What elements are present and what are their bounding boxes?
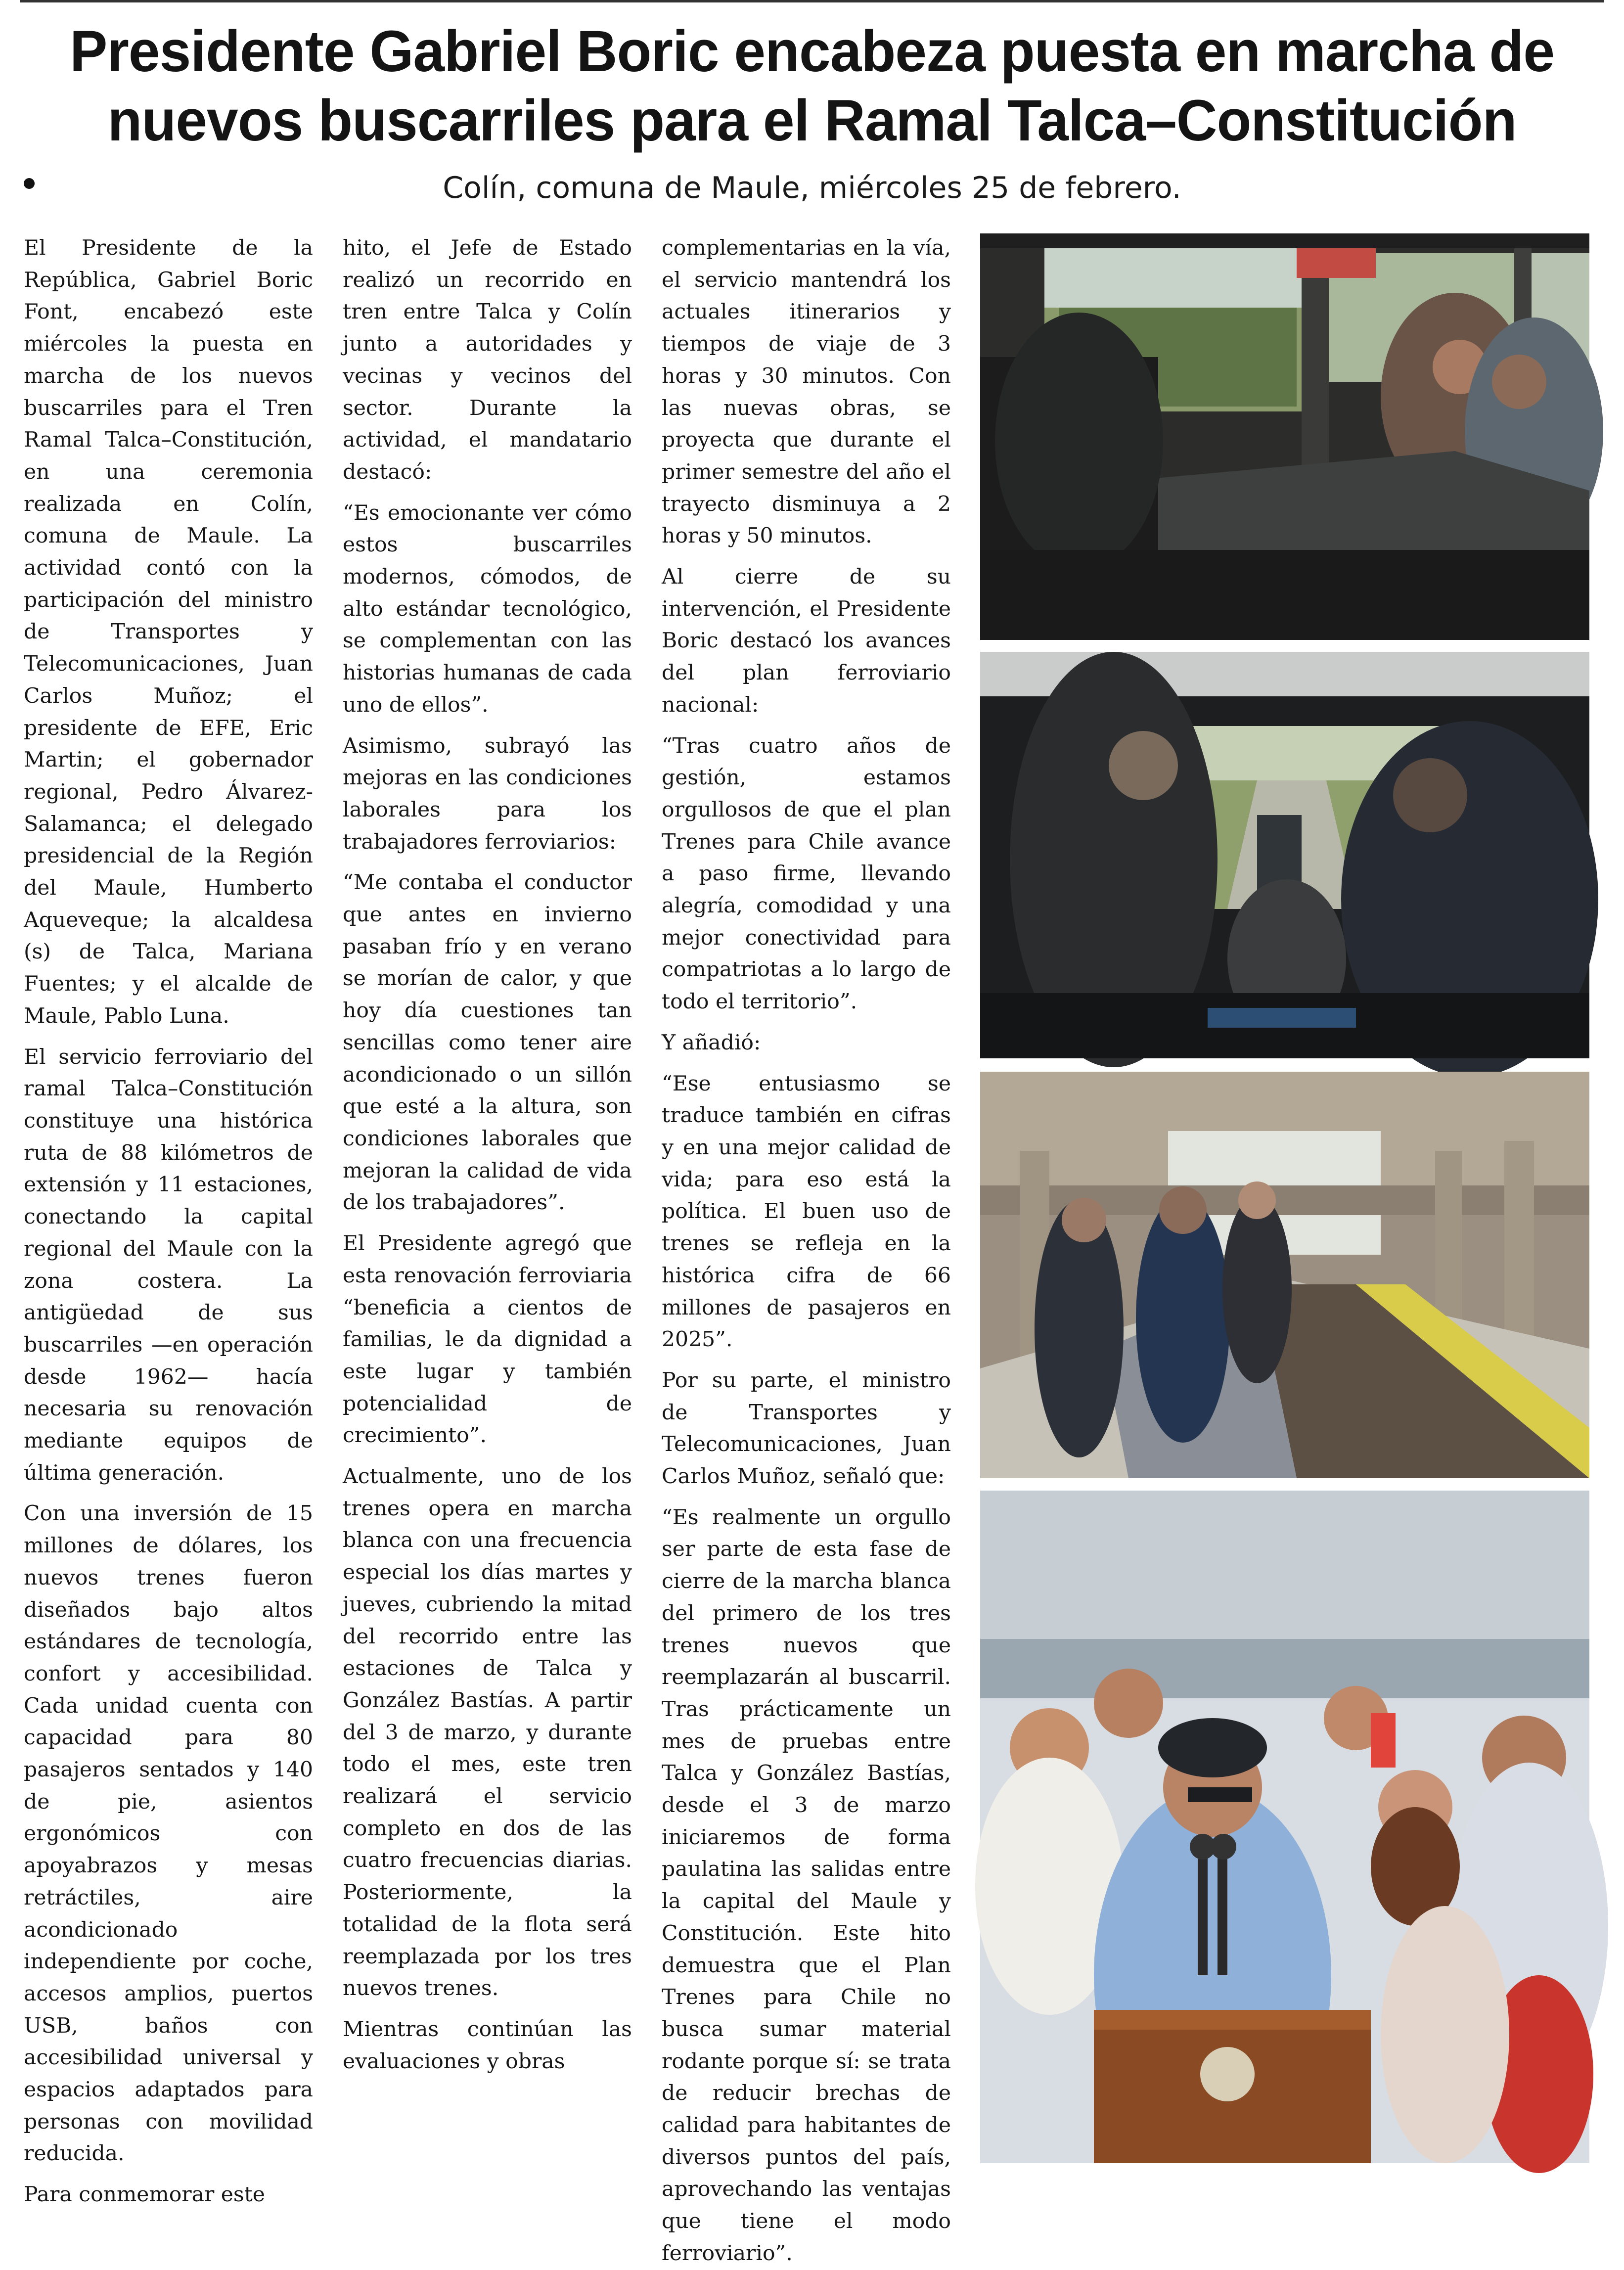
- paragraph: Y añadió:: [662, 1030, 761, 1055]
- article-column-2: [343, 232, 632, 2181]
- paragraph: Asimismo, subrayó las mejoras en las condiciones laborales para los trabajadores ferroviarios:: [343, 733, 632, 854]
- quote-paragraph: “Es emocionante ver cómo estos buscarriles modernos, cómodos, de alto estándar tecnológico, se complementan con las historias humanas de cada uno de ellos”.: [343, 500, 632, 717]
- paragraph: El servicio ferroviario del ramal Talca–Constitución constituye una histórica ruta de 88 kilómetros de extensión y 11 estaciones, conectando la capital regional del Maule con la zona costera. La antigüedad de sus buscarriles —en operación desde 1962— hacía necesaria su renovación mediante equipos de última generación.: [24, 1044, 313, 1485]
- headline: [34, 17, 1590, 155]
- headline-line-1: Presidente Gabriel Boric encabeza puesta en marcha de: [69, 19, 1555, 84]
- paragraph: Mientras continúan las evaluaciones y obras: [343, 2017, 632, 2074]
- photo-president-podium: [980, 1491, 1589, 2163]
- dateline: Colín, comuna de Maule, miércoles 25 de febrero.: [443, 171, 1181, 205]
- paragraph: Con una inversión de 15 millones de dólares, los nuevos trenes fueron diseñados bajo altos estándares de tecnología, confort y accesibilidad. Cada unidad cuenta con capacidad para 80 pasajeros sentados y 140 de pie, asientos ergonómicos con apoyabrazos y mesas retráctiles, aire acondicionado independiente por coche, accesos amplios, puertos USB, baños con accesibilidad universal y espacios adaptados para personas con movilidad reducida.: [24, 1501, 313, 2166]
- photo-train-interior: [980, 233, 1589, 640]
- photo-station-platform: [980, 1072, 1589, 1478]
- article-column-3: [662, 232, 951, 2266]
- photo-driver-cab: [980, 652, 1589, 1058]
- quote-paragraph: “Ese entusiasmo se traduce también en cifras y en una mejor calidad de vida; para eso está la política. El buen uso de trenes se refleja en la histórica cifra de 66 millones de pasajeros en 2025”.: [662, 1071, 951, 1352]
- paragraph: El Presidente de la República, Gabriel Boric Font, encabezó este miércoles la puesta en marcha de los nuevos buscarriles para el Tren Ramal Talca–Constitución, en una ceremonia realizada en Colín, comuna de Maule. La actividad contó con la participación del ministro de Transportes y Telecomunicaciones, Juan Carlos Muñoz; el presidente de EFE, Eric Martin; el gobernador regional, Pedro Álvarez-Salamanca; el delegado presidencial de la Región del Maule, Humberto Aqueveque; la alcaldesa (s) de Talca, Mariana Fuentes; y el alcalde de Maule, Pablo Luna.: [24, 236, 313, 1028]
- article-column-1: [24, 232, 313, 2207]
- quote-paragraph: “Tras cuatro años de gestión, estamos orgullosos de que el plan Trenes para Chile avance a paso firme, llevando alegría, comodidad y una mejor conectividad para compatriotas a lo largo de todo el territorio”.: [662, 733, 951, 1014]
- paragraph: Al cierre de su intervención, el Presidente Boric destacó los avances del plan ferroviario nacional:: [662, 565, 951, 717]
- paragraph: Por su parte, el ministro de Transportes y Telecomunicaciones, Juan Carlos Muñoz, señaló que:: [662, 1368, 951, 1489]
- paragraph: Para conmemorar este: [24, 2182, 265, 2207]
- paragraph: complementarias en la vía, el servicio mantendrá los actuales itinerarios y tiempos de viaje de 3 horas y 30 minutos. Con las nuevas obras, se proyecta que durante el primer semestre del año el trayecto disminuya a 2 horas y 50 minutos.: [662, 236, 951, 548]
- headline-line-2: nuevos buscarriles para el Ramal Talca–Constitución: [107, 88, 1517, 153]
- top-rule: [20, 0, 1604, 2]
- paragraph: El Presidente agregó que esta renovación ferroviaria “beneficia a cientos de familias, le da dignidad a este lugar y también potencialidad de crecimiento”.: [343, 1231, 632, 1448]
- quote-paragraph: “Me contaba el conductor que antes en invierno pasaban frío y en verano se morían de calor, y que hoy día cuestiones tan sencillas como tener aire acondicionado o un sillón que esté a la altura, son condiciones laborales que mejoran la calidad de vida de los trabajadores”.: [343, 870, 632, 1215]
- paragraph: hito, el Jefe de Estado realizó un recorrido en tren entre Talca y Colín junto a autoridades y vecinas y vecinos del sector. Durante la actividad, el mandatario destacó:: [343, 236, 632, 484]
- paragraph: Actualmente, uno de los trenes opera en marcha blanca con una frecuencia especial los días martes y jueves, cubriendo la mitad del recorrido entre las estaciones de Talca y González Bastías. A partir del 3 de marzo, y durante todo el mes, este tren realizará el servicio completo en dos de las cuatro frecuencias diarias. Posteriormente, la totalidad de la flota será reemplazada por los tres nuevos trenes.: [343, 1464, 632, 2001]
- quote-paragraph: “Es realmente un orgullo ser parte de esta fase de cierre de la marcha blanca del primero de los tres trenes nuevos que reemplazarán al buscarril. Tras prácticamente un mes de pruebas entre Talca y González Bastías, desde el 3 de marzo iniciaremos de forma paulatina las salidas entre la capital del Maule y Constitución. Este hito demuestra que el Plan Trenes para Chile no busca sumar material rodante porque sí: se trata de reducir brechas de calidad para habitantes de diversos puntos del país, aprovechando las ventajas que tiene el modo ferroviario”.: [662, 1505, 951, 2266]
